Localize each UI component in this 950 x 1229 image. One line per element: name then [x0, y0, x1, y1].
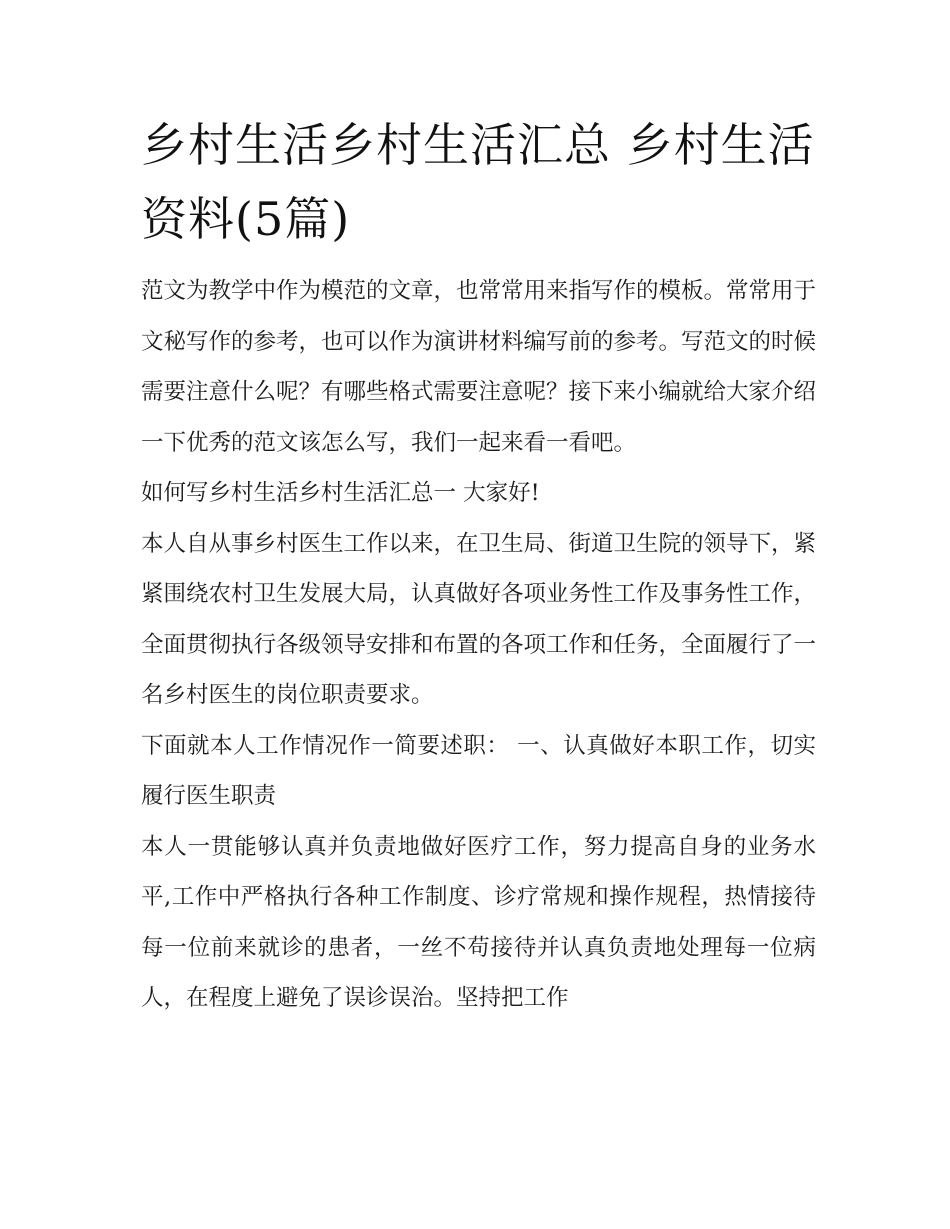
body-paragraph: 本人一贯能够认真并负责地做好医疗工作，努力提高自身的业务水平,工作中严格执行各种工作制度、诊疗常规和操作规程，热情接待每一位前来就诊的患者，一丝不苟接待并认真负责地处理每一位病人，在程度上避免了误诊误治。坚持把工作 — [141, 833, 816, 1011]
body-paragraph: 下面就本人工作情况作一简要述职： 一、认真做好本职工作，切实履行医生职责 — [141, 732, 816, 809]
document-title: 乡村生活乡村生活汇总 乡村生活资料(5篇) — [141, 118, 815, 246]
section-heading-paragraph: 如何写乡村生活乡村生活汇总一 大家好! — [141, 480, 540, 506]
document-body — [141, 108, 816, 1024]
body-paragraph: 本人自从事乡村医生工作以来，在卫生局、街道卫生院的领导下，紧紧围绕农村卫生发展大局，认真做好各项业务性工作及事务性工作，全面贯彻执行各级领导安排和布置的各项工作和任务，全面履行了一名乡村医生的岗位职责要求。 — [141, 530, 817, 708]
intro-paragraph: 范文为教学中作为模范的文章，也常常用来指写作的模板。常常用于文秘写作的参考，也可以作为演讲材料编写前的参考。写范文的时候需要注意什么呢？有哪些格式需要注意呢？接下来小编就给大家介绍一下优秀的范文该怎么写，我们一起来看一看吧。 — [141, 278, 817, 456]
